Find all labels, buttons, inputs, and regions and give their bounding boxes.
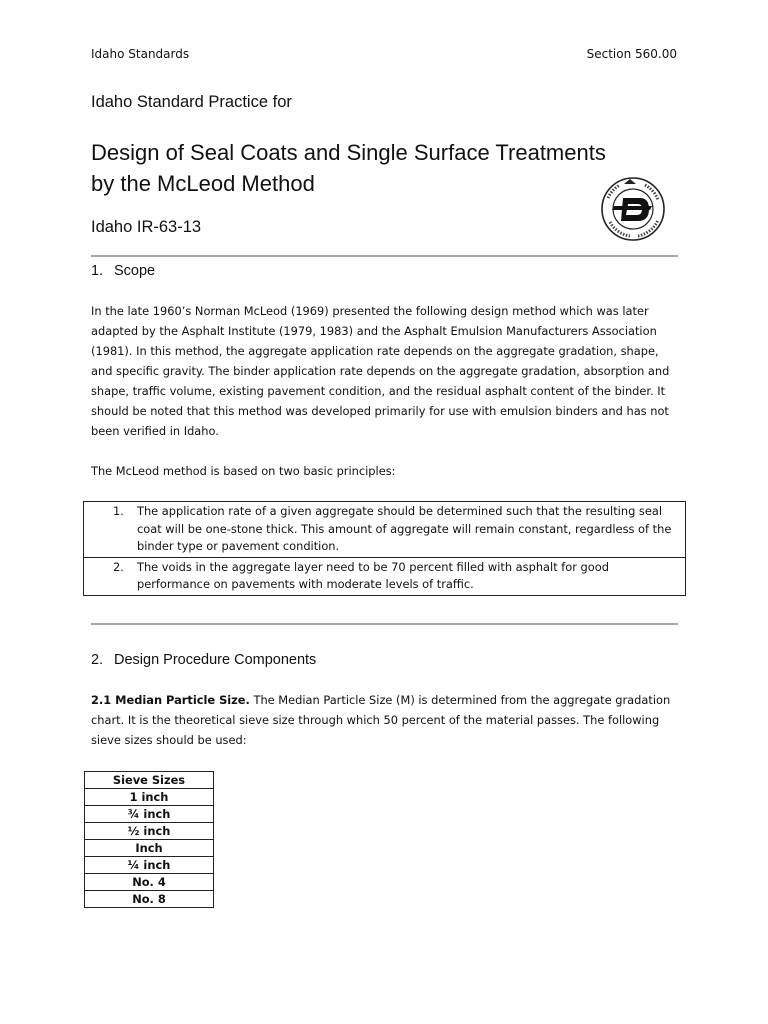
principle-number: 1. (113, 504, 124, 518)
table-row (84, 502, 686, 558)
sieve-cell: ¼ inch (85, 857, 214, 874)
section-2-number: 2. (91, 652, 104, 668)
practice-label: Idaho Standard Practice for (91, 93, 292, 111)
title-line-1: Design of Seal Coats and Single Surface Treatments (91, 140, 606, 165)
table-row (85, 857, 214, 874)
sieve-cell: Inch (85, 840, 214, 857)
principle-number: 2. (113, 559, 124, 574)
divider-rule (91, 623, 678, 625)
table-row (85, 823, 214, 840)
principles-intro: The McLeod method is based on two basic principles: (91, 464, 396, 478)
subsection-label: 2.1 Median Particle Size. (91, 693, 250, 707)
section-1-heading (91, 263, 155, 279)
idaho-transportation-department-seal-icon (600, 176, 666, 242)
divider-rule (91, 255, 678, 257)
sieve-cell: ¾ inch (85, 806, 214, 823)
sieve-sizes-table (84, 771, 214, 908)
principle-text: The application rate of a given aggregate should be determined such that the resulting seal coat will be one-stone thick. This amount of aggregate will remain constant, regardless of the binder type or pavement condition. (137, 504, 672, 553)
table-row (85, 806, 214, 823)
document-title (91, 137, 651, 199)
section-2-title: Design Procedure Components (114, 652, 317, 668)
table-row (84, 557, 686, 595)
principles-table (83, 501, 686, 596)
table-row (85, 874, 214, 891)
principle-text: The voids in the aggregate layer need to be 70 percent filled with asphalt for good performance on pavements with moderate levels of traffic. (137, 559, 609, 591)
title-line-2: by the McLeod Method (91, 171, 315, 196)
sieve-cell: 1 inch (85, 789, 214, 806)
section-2-heading (91, 652, 316, 668)
subsection-text: The Median Particle Size (M) is determined from the aggregate gradation chart. It is the theoretical sieve size through which 50 percent of the material passes. The following sieve sizes should be used: (91, 693, 671, 747)
table-header-row (85, 772, 214, 789)
scope-paragraph: In the late 1960’s Norman McLeod (1969) presented the following design method which was later adapted by the Asphalt Institute (1979, 1983) and the Asphalt Emulsion Manufacturers Association (1981). In this method, the aggregate application rate depends on the aggregate gradation, shape, and specific gravity. The binder application rate depends on the aggregate gradation, absorption and shape, traffic volume, existing pavement condition, and the residual asphalt content of the binder. It should be noted that this method was developed primarily for use with emulsion binders and has not been verified in Idaho. (91, 304, 670, 438)
table-row (85, 840, 214, 857)
sieve-header: Sieve Sizes (85, 772, 214, 789)
section-1-title: Scope (114, 263, 156, 279)
running-header-right: Section 560.00 (586, 47, 677, 61)
sieve-cell: No. 4 (85, 874, 214, 891)
document-number: Idaho IR-63-13 (91, 218, 202, 236)
median-particle-paragraph (91, 690, 683, 750)
sieve-cell: ½ inch (85, 823, 214, 840)
table-row (85, 789, 214, 806)
running-header-left: Idaho Standards (91, 47, 190, 61)
sieve-cell: No. 8 (85, 891, 214, 908)
section-1-number: 1. (91, 263, 104, 279)
table-row (85, 891, 214, 908)
logo-letter: D (632, 212, 634, 213)
